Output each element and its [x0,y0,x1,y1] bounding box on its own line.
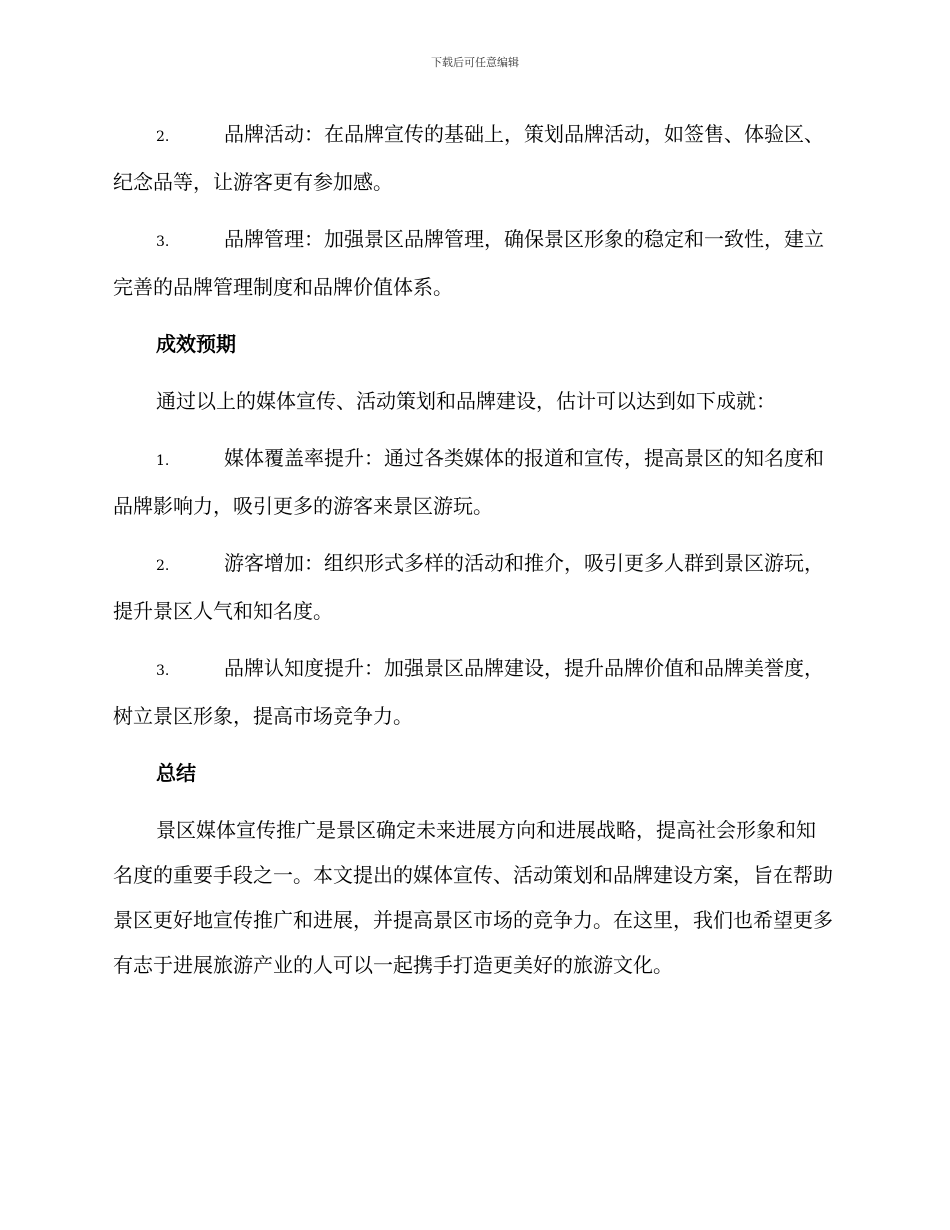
list-item-number: 2. [156,129,170,145]
list-item-text: 品牌管理：加强景区品牌管理，确保景区形象的稳定和一致性，建立完善的品牌管理制度和品牌价值体系。 [113,227,824,299]
section-heading-summary: 总结 [156,761,196,785]
document-body [113,112,835,1000]
list-item-text: 游客增加：组织形式多样的活动和推介，吸引更多人群到景区游玩，提升景区人气和知名度。 [113,551,824,623]
page-header: 下载后可任意编辑 [431,56,519,69]
list-item [113,541,835,634]
list-item [113,217,835,310]
list-item [113,646,835,739]
list-item-number: 3. [156,234,170,250]
list-item-number: 3. [156,663,170,679]
list-item-number: 2. [156,558,170,574]
list-item-number: 1. [156,453,170,469]
list-item-text: 品牌认知度提升：加强景区品牌建设，提升品牌价值和品牌美誉度，树立景区形象，提高市场竞争力。 [113,656,824,728]
summary-paragraph: 景区媒体宣传推广是景区确定未来进展方向和进展战略，提高社会形象和知名度的重要手段之一。本文提出的媒体宣传、活动策划和品牌建设方案，旨在帮助景区更好地宣传推广和进展，并提高景区市场的竞争力。在这里，我们也希望更多有志于进展旅游产业的人可以一起携手打造更美好的旅游文化。 [113,818,833,977]
section-heading-results: 成效预期 [156,332,236,356]
list-item [113,112,835,205]
list-item-text: 品牌活动：在品牌宣传的基础上，策划品牌活动，如签售、体验区、纪念品等，让游客更有参加感。 [113,122,824,194]
section-intro: 通过以上的媒体宣传、活动策划和品牌建设，估计可以达到如下成就： [156,389,776,413]
list-item-text: 媒体覆盖率提升：通过各类媒体的报道和宣传，提高景区的知名度和品牌影响力，吸引更多的游客来景区游玩。 [113,446,824,518]
list-item [113,436,835,529]
